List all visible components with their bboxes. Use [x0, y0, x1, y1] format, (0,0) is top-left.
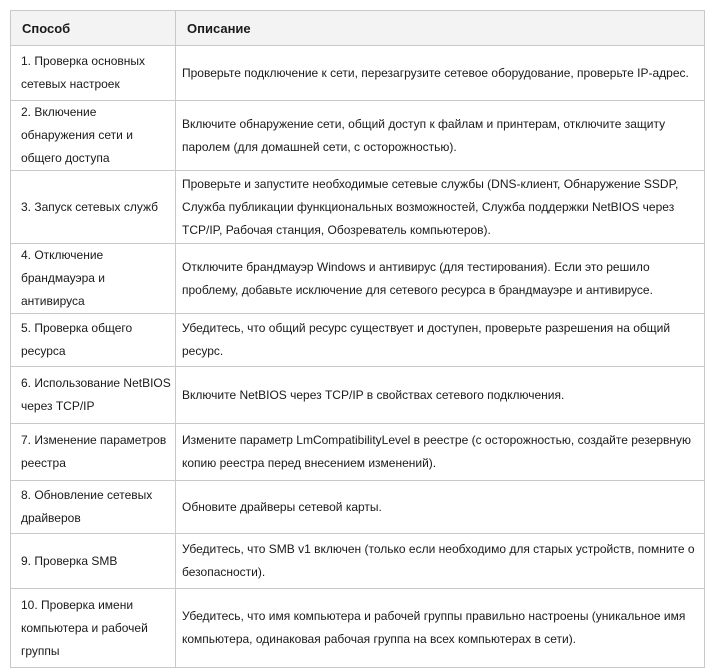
cell-method: 10. Проверка имени компьютера и рабочей группы: [11, 589, 176, 668]
cell-method: 1. Проверка основных сетевых настроек: [11, 46, 176, 101]
cell-description: Убедитесь, что имя компьютера и рабочей группы правильно настроены (уникальное имя компьютера, одинаковая рабочая группа на всех компьютерах в сети).: [176, 589, 705, 668]
cell-description: Включите обнаружение сети, общий доступ к файлам и принтерам, отключите защиту паролем (для домашней сети, с осторожностью).: [176, 101, 705, 171]
cell-method: 7. Изменение параметров реестра: [11, 424, 176, 481]
troubleshooting-table: [10, 10, 705, 668]
table-row: [11, 314, 705, 367]
table-header-row: [11, 11, 705, 46]
cell-description: Проверьте и запустите необходимые сетевые службы (DNS-клиент, Обнаружение SSDP, Служба публикации функциональных возможностей, Служба поддержки NetBIOS через TCP/IP, Рабочая станция, Обозреватель компьютеров).: [176, 171, 705, 244]
cell-description: Включите NetBIOS через TCP/IP в свойствах сетевого подключения.: [176, 367, 705, 424]
table-row: [11, 367, 705, 424]
cell-method: 8. Обновление сетевых драйверов: [11, 481, 176, 534]
cell-description: Отключите брандмауэр Windows и антивирус (для тестирования). Если это решило проблему, добавьте исключение для сетевого ресурса в брандмауэре и антивирусе.: [176, 244, 705, 314]
cell-method: 5. Проверка общего ресурса: [11, 314, 176, 367]
cell-description: Проверьте подключение к сети, перезагрузите сетевое оборудование, проверьте IP-адрес.: [176, 46, 705, 101]
table-row: [11, 244, 705, 314]
cell-method: 3. Запуск сетевых служб: [11, 171, 176, 244]
cell-description: Убедитесь, что SMB v1 включен (только если необходимо для старых устройств, помните о безопасности).: [176, 534, 705, 589]
header-method: Способ: [11, 11, 176, 46]
table-row: [11, 46, 705, 101]
cell-method: 2. Включение обнаружения сети и общего доступа: [11, 101, 176, 171]
cell-method: 9. Проверка SMB: [11, 534, 176, 589]
cell-method: 4. Отключение брандмауэра и антивируса: [11, 244, 176, 314]
cell-description: Убедитесь, что общий ресурс существует и доступен, проверьте разрешения на общий ресурс.: [176, 314, 705, 367]
table-row: [11, 424, 705, 481]
header-description: Описание: [176, 11, 705, 46]
table-row: [11, 534, 705, 589]
table-row: [11, 171, 705, 244]
cell-method: 6. Использование NetBIOS через TCP/IP: [11, 367, 176, 424]
troubleshooting-table-container: [10, 10, 704, 668]
table-row: [11, 589, 705, 668]
table-row: [11, 481, 705, 534]
table-row: [11, 101, 705, 171]
cell-description: Обновите драйверы сетевой карты.: [176, 481, 705, 534]
cell-description: Измените параметр LmCompatibilityLevel в реестре (с осторожностью, создайте резервную копию реестра перед внесением изменений).: [176, 424, 705, 481]
